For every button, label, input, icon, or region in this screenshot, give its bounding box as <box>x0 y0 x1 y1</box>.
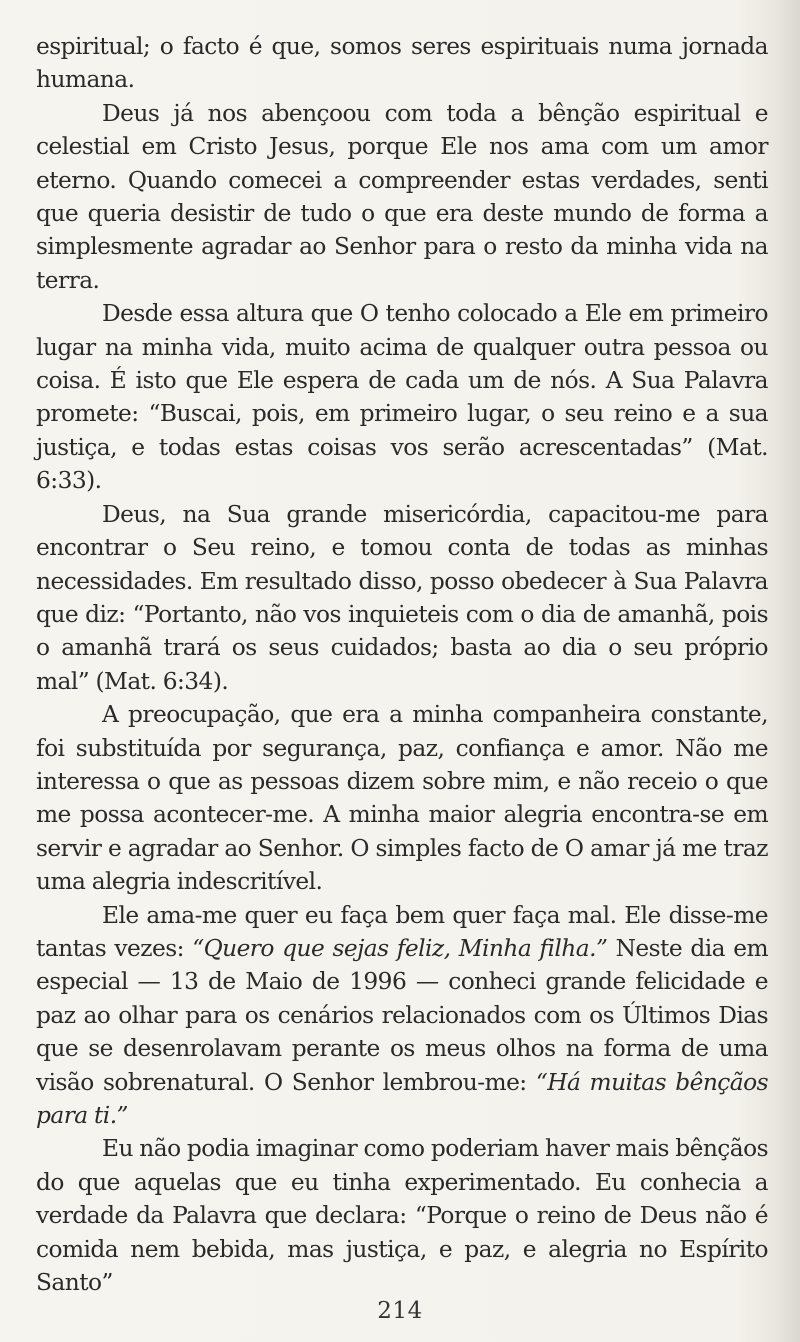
text-segment: Deus, na Sua grande misericórdia, capacitou-me para encontrar o Seu reino, e tomou conta de todas as minhas necessidades. Em resultado disso, posso obedecer à Sua Palavra que diz: “Portanto, não vos inquieteis com o dia de amanhã, pois o amanhã trará os seus cuidados; basta ao dia o seu próprio mal” (Mat. 6:34). <box>36 500 768 695</box>
body-text <box>36 30 768 1299</box>
paragraph <box>36 297 768 497</box>
page-number: 214 <box>377 1298 423 1324</box>
text-segment: Ele ama-me quer eu faça bem quer faça mal. Ele disse-me tantas vezes: <box>36 901 768 962</box>
paragraph <box>36 30 768 97</box>
text-segment: Desde essa altura que O tenho colocado a Ele em primeiro lugar na minha vida, muito acima de qualquer outra pessoa ou coisa. É isto que Ele espera de cada um de nós. A Sua Palavra promete: “Buscai, pois, em primeiro lugar, o seu reino e a sua justiça, e todas estas coisas vos serão acrescentadas” (Mat. 6:33). <box>36 300 768 495</box>
paragraph <box>36 97 768 297</box>
paragraph <box>36 899 768 1133</box>
italic-quote: “Há muitas bênçãos para ti.” <box>36 1068 769 1129</box>
paragraph <box>36 698 768 898</box>
text-segment: Neste dia em especial — 13 de Maio de 1996 — conheci grande felicidade e paz ao olhar para os cenários relacionados com os Últimos Dias que se desenrolavam perante os meus olhos na forma de uma visão sobrenatural. O Senhor lembrou-me: <box>36 934 768 1096</box>
paragraph <box>36 498 768 698</box>
text-segment: Deus já nos abençoou com toda a bênção espiritual e celestial em Cristo Jesus, porque Ele nos ama com um amor eterno. Quando comecei a compreender estas verdades, senti que queria desistir de tudo o que era deste mundo de forma a simplesmente agradar ao Senhor para o resto da minha vida na terra. <box>36 99 768 294</box>
paragraph <box>36 1132 768 1299</box>
text-segment: espiritual; o facto é que, somos seres espirituais numa jornada humana. <box>36 33 768 94</box>
text-segment: A preocupação, que era a minha companheira constante, foi substituída por segurança, paz, confiança e amor. Não me interessa o que as pessoas dizem sobre mim, e não receio o que me possa acontecer-me. A minha maior alegria encontra-se em servir e agradar ao Senhor. O simples facto de O amar já me traz uma alegria indescritível. <box>36 701 768 896</box>
text-segment: Eu não podia imaginar como poderiam haver mais bênçãos do que aquelas que eu tinha experimentado. Eu conhecia a verdade da Palavra que declara: “Porque o reino de Deus não é comida nem bebida, mas justiça, e paz, e alegria no Espírito Santo” <box>36 1135 768 1297</box>
italic-quote: “Quero que sejas feliz, Minha filha.” <box>192 934 608 962</box>
